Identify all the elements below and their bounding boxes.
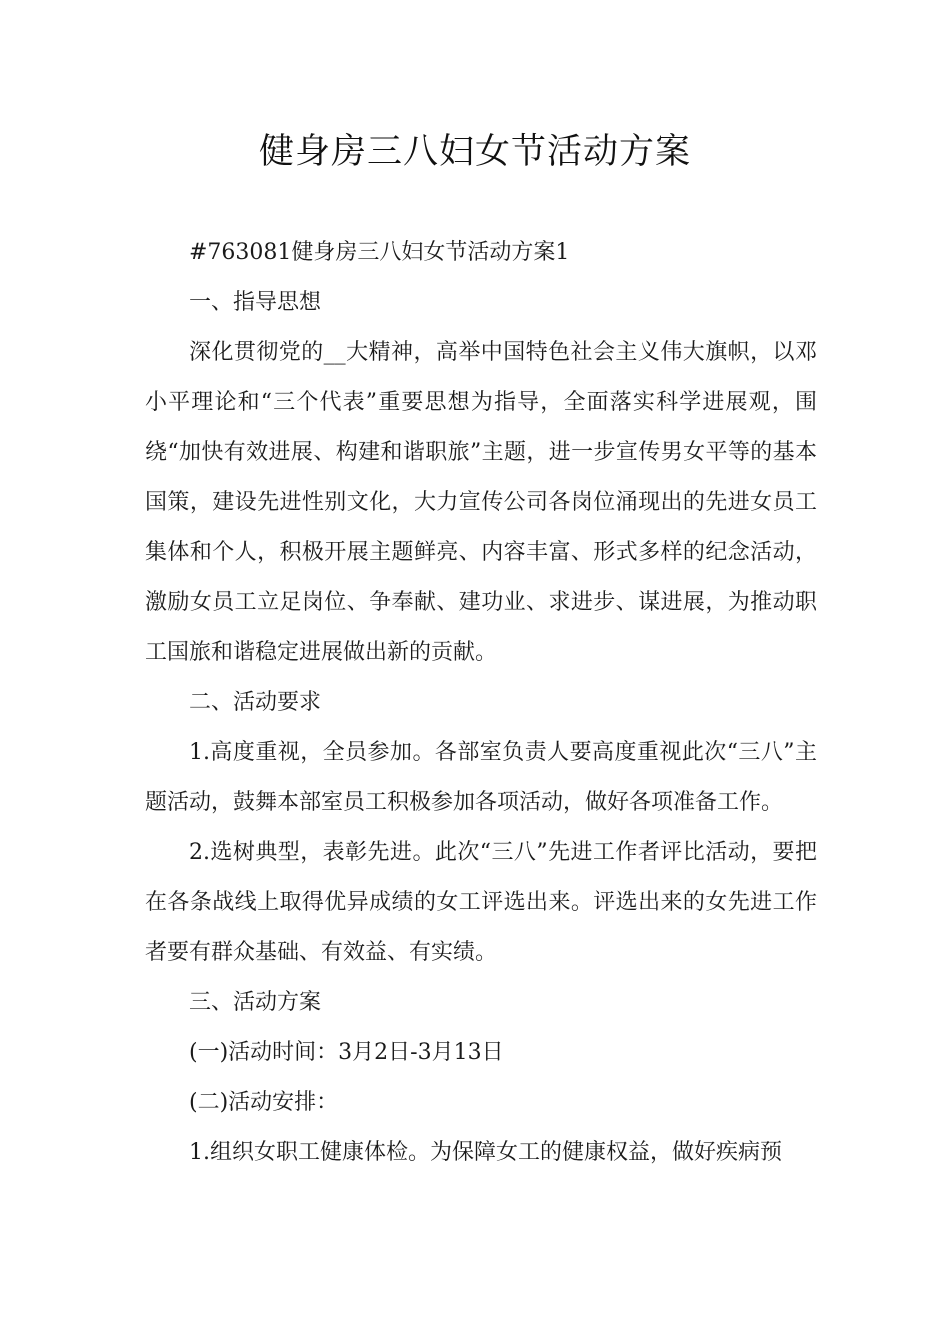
paragraph-requirement-1: 1.高度重视，全员参加。各部室负责人要高度重视此次“三八”主题活动，鼓舞本部室员工积极参加各项活动，做好各项准备工作。 — [145, 740, 817, 815]
paragraph-health-checkup: 1.组织女职工健康体检。为保障女工的健康权益，做好疾病预 — [189, 1140, 782, 1165]
paragraph-doc-id: #763081健身房三八妇女节活动方案1 — [189, 240, 570, 265]
paragraph-activity-time: (一)活动时间：3月2日-3月13日 — [189, 1040, 504, 1065]
heading-activity-requirements: 二、活动要求 — [189, 690, 322, 715]
paragraph-guiding-ideology: 深化贯彻党的__大精神，高举中国特色社会主义伟大旗帜，以邓小平理论和“三个代表”重要思想为指导，全面落实科学进展观，围绕“加快有效进展、构建和谐职旅”主题，进一步宣传男女平等的基本国策，建设先进性别文化，大力宣传公司各岗位涌现出的先进女员工集体和个人，积极开展主题鲜亮、内容丰富、形式多样的纪念活动，激励女员工立足岗位、争奉献、建功业、求进步、谋进展，为推动职工国旅和谐稳定进展做出新的贡献。 — [145, 340, 817, 665]
heading-activity-plan: 三、活动方案 — [189, 990, 322, 1015]
document-body — [145, 228, 817, 1178]
document-title: 健身房三八妇女节活动方案 — [258, 132, 691, 172]
paragraph-activity-arrangement: (二)活动安排： — [189, 1090, 339, 1115]
paragraph-requirement-2: 2.选树典型，表彰先进。此次“三八”先进工作者评比活动，要把在各条战线上取得优异成绩的女工评选出来。评选出来的女先进工作者要有群众基础、有效益、有实绩。 — [145, 840, 817, 965]
heading-guiding-ideology: 一、指导思想 — [189, 290, 322, 315]
